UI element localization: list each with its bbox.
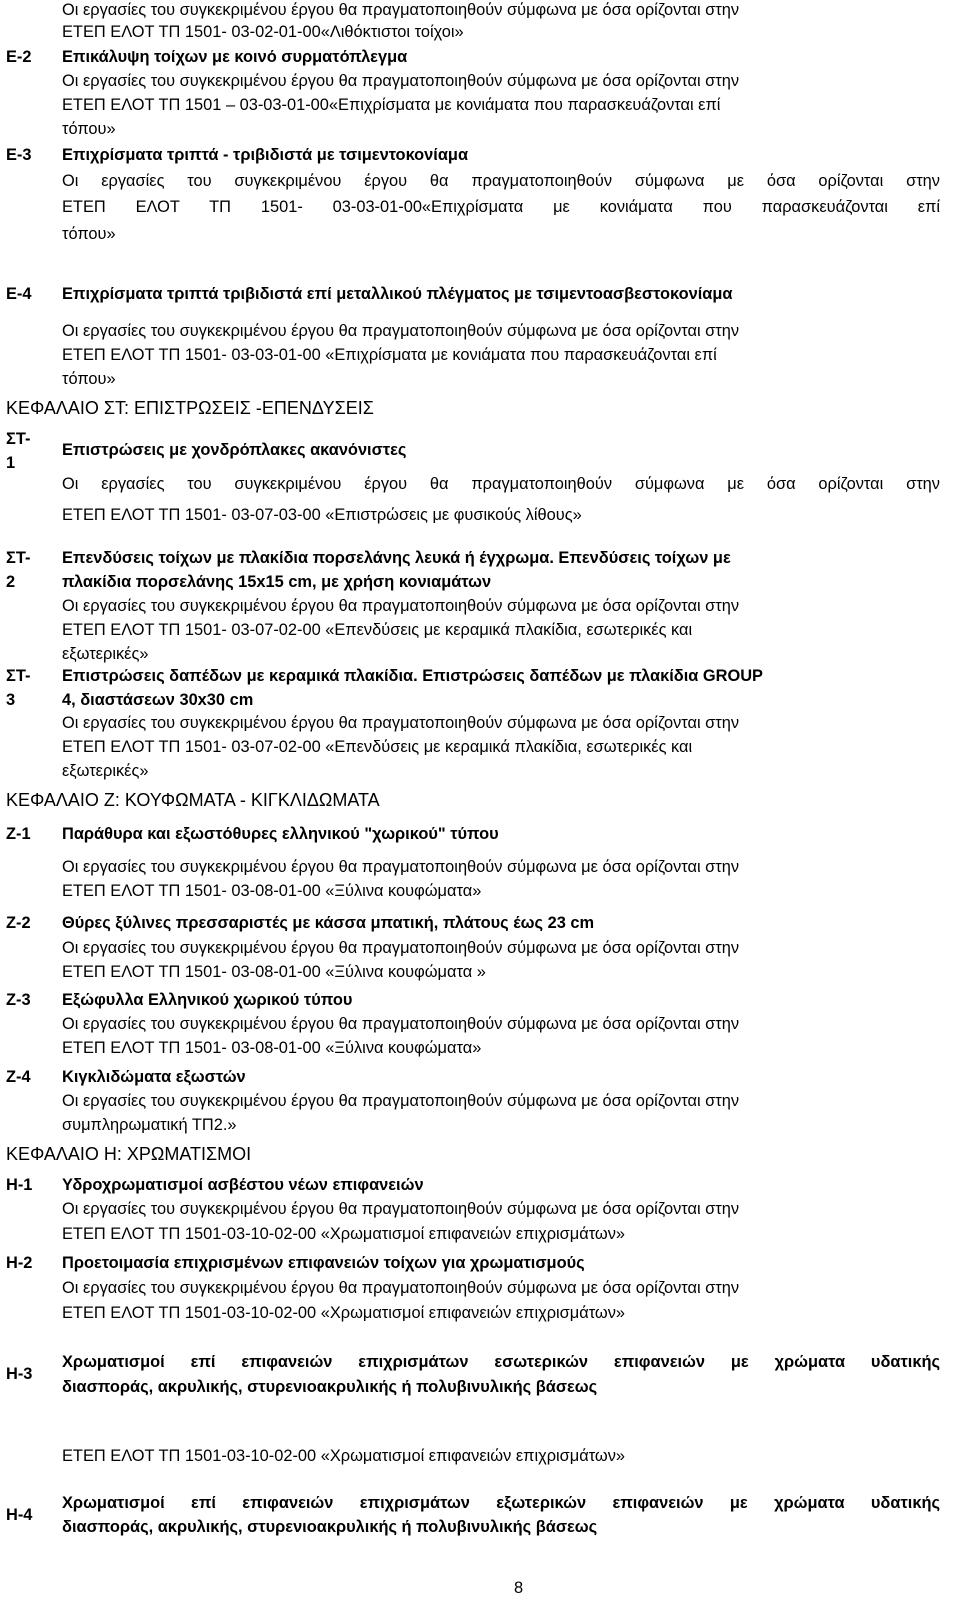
item-code: Ζ-3 bbox=[6, 991, 31, 1009]
body-line: ΕΤΕΠ ΕΛΟΤ ΤΠ 1501-03-10-02-00 «Χρωματισμοί επιφανειών επιχρισμάτων» bbox=[62, 1304, 626, 1322]
body-line: Οι εργασίες του συγκεκριμένου έργου θα πραγματοποιηθούν σύμφωνα με όσα ορίζονται στην bbox=[62, 597, 740, 615]
item-code: Ε-4 bbox=[6, 285, 32, 303]
body-line: ΕΤΕΠ ΕΛΟΤ ΤΠ 1501- 03-08-01-00 «Ξύλινα κουφώματα » bbox=[62, 963, 486, 981]
item-code: Ζ-2 bbox=[6, 914, 31, 932]
item-title: 4, διαστάσεων 30x30 cm bbox=[62, 691, 254, 709]
item-code: Η-3 bbox=[6, 1365, 33, 1383]
item-title: πλακίδια πορσελάνης 15x15 cm, με χρήση κονιαμάτων bbox=[62, 573, 492, 591]
body-line: ΕΤΕΠ ΕΛΟΤ ΤΠ 1501- 03-07-02-00 «Επενδύσεις με κεραμικά πλακίδια, εσωτερικές και bbox=[62, 738, 693, 756]
body-line: Οι εργασίες του συγκεκριμένου έργου θα πραγματοποιηθούν σύμφωνα με όσα ορίζονται στην bbox=[62, 1200, 740, 1218]
item-title: Υδροχρωματισμοί ασβέστου νέων επιφανειών bbox=[62, 1176, 424, 1194]
body-line: Οι εργασίες του συγκεκριμένου έργου θα πραγματοποιηθούν σύμφωνα με όσα ορίζονται στην bbox=[62, 72, 740, 90]
item-code: ΣΤ- bbox=[6, 430, 31, 448]
body-line: ΕΤΕΠ ΕΛΟΤ ΤΠ 1501- 03-03-01-00 «Επιχρίσματα με κονιάματα που παρασκευάζονται επί bbox=[62, 346, 717, 364]
body-line: Οι εργασίες του συγκεκριμένου έργου θα πραγματοποιηθούν σύμφωνα με όσα ορίζονται στην bbox=[62, 858, 740, 876]
body-line: Οι εργασίες του συγκεκριμένου έργου θα πραγματοποιηθούν σύμφωνα με όσα ορίζονται στην bbox=[62, 322, 740, 340]
item-title: Θύρες ξύλινες πρεσσαριστές με κάσσα μπατική, πλάτους έως 23 cm bbox=[62, 914, 595, 932]
item-title: Εξώφυλλα Ελληνικού χωρικού τύπου bbox=[62, 991, 353, 1009]
item-code: 2 bbox=[6, 573, 16, 591]
body-line: ΕΤΕΠ ΕΛΟΤ ΤΠ 1501- 03-03-01-00«Επιχρίσματα με κονιάματα που παρασκευάζονται επί bbox=[62, 198, 940, 216]
body-line: Οι εργασίες του συγκεκριμένου έργου θα πραγματοποιηθούν σύμφωνα με όσα ορίζονται στην bbox=[62, 714, 740, 732]
item-code: 3 bbox=[6, 691, 16, 709]
body-line: ΕΤΕΠ ΕΛΟΤ ΤΠ 1501- 03-08-01-00 «Ξύλινα κουφώματα» bbox=[62, 882, 482, 900]
item-code: 1 bbox=[6, 454, 16, 472]
item-title: Προετοιμασία επιχρισμένων επιφανειών τοίχων για χρωματισμούς bbox=[62, 1254, 585, 1272]
item-title: Κιγκλιδώματα εξωστών bbox=[62, 1068, 246, 1086]
body-line: ΕΤΕΠ ΕΛΟΤ ΤΠ 1501-03-10-02-00 «Χρωματισμοί επιφανειών επιχρισμάτων» bbox=[62, 1225, 626, 1243]
body-line: ΕΤΕΠ ΕΛΟΤ ΤΠ 1501- 03-08-01-00 «Ξύλινα κουφώματα» bbox=[62, 1039, 482, 1057]
body-line: Οι εργασίες του συγκεκριμένου έργου θα πραγματοποιηθούν σύμφωνα με όσα ορίζονται στην bbox=[62, 939, 740, 957]
item-code: Ζ-1 bbox=[6, 825, 31, 843]
item-title: Παράθυρα και εξωστόθυρες ελληνικού "χωρικού" τύπου bbox=[62, 825, 499, 843]
body-line: ΕΤΕΠ ΕΛΟΤ ΤΠ 1501- 03-07-03-00 «Επιστρώσεις με φυσικούς λίθους» bbox=[62, 506, 582, 524]
item-title: Επιστρώσεις δαπέδων με κεραμικά πλακίδια. Επιστρώσεις δαπέδων με πλακίδια GROUP bbox=[62, 667, 763, 685]
page-number: 8 bbox=[514, 1579, 524, 1597]
item-code: Ε-3 bbox=[6, 146, 32, 164]
item-code: Η-4 bbox=[6, 1506, 33, 1524]
body-line: συμπληρωματική ΤΠ2.» bbox=[62, 1116, 237, 1134]
body-line: τόπου» bbox=[62, 120, 116, 138]
body-line: εξωτερικές» bbox=[62, 645, 149, 663]
body-line: τόπου» bbox=[62, 225, 116, 243]
item-title: Χρωματισμοί επί επιφανειών επιχρισμάτων εξωτερικών επιφανειών με χρώματα υδατικής bbox=[62, 1494, 940, 1512]
body-line: εξωτερικές» bbox=[62, 762, 149, 780]
chapter-heading: ΚΕΦΑΛΑΙΟ ΣΤ: ΕΠΙΣΤΡΩΣΕΙΣ -ΕΠΕΝΔΥΣΕΙΣ bbox=[6, 398, 374, 418]
body-line: Οι εργασίες του συγκεκριμένου έργου θα πραγματοποιηθούν σύμφωνα με όσα ορίζονται στην bbox=[62, 1092, 740, 1110]
body-line: Οι εργασίες του συγκεκριμένου έργου θα πραγματοποιηθούν σύμφωνα με όσα ορίζονται στην bbox=[62, 1015, 740, 1033]
item-code: ΣΤ- bbox=[6, 667, 31, 685]
body-line: Οι εργασίες του συγκεκριμένου έργου θα πραγματοποιηθούν σύμφωνα με όσα ορίζονται στην bbox=[62, 172, 940, 190]
body-line: ΕΤΕΠ ΕΛΟΤ ΤΠ 1501 – 03-03-01-00«Επιχρίσματα με κονιάματα που παρασκευάζονται επί bbox=[62, 96, 721, 114]
item-title: Επιχρίσματα τριπτά τριβιδιστά επί μεταλλικού πλέγματος με τσιμεντοασβεστοκονίαμα bbox=[62, 285, 733, 303]
item-title: Χρωματισμοί επί επιφανειών επιχρισμάτων εσωτερικών επιφανειών με χρώματα υδατικής bbox=[62, 1353, 940, 1371]
item-code: ΣΤ- bbox=[6, 549, 31, 567]
chapter-heading: ΚΕΦΑΛΑΙΟ Η: ΧΡΩΜΑΤΙΣΜΟΙ bbox=[6, 1144, 252, 1164]
chapter-heading: ΚΕΦΑΛΑΙΟ Ζ: ΚΟΥΦΩΜΑΤΑ - ΚΙΓΚΛΙΔΩΜΑΤΑ bbox=[6, 790, 380, 810]
item-title: Επιστρώσεις με χονδρόπλακες ακανόνιστες bbox=[62, 441, 407, 459]
body-line: ΕΤΕΠ ΕΛΟΤ ΤΠ 1501- 03-02-01-00«Λιθόκτιστοι τοίχοι» bbox=[62, 23, 464, 41]
body-line: Οι εργασίες του συγκεκριμένου έργου θα πραγματοποιηθούν σύμφωνα με όσα ορίζονται στην bbox=[62, 1279, 740, 1297]
item-code: Η-1 bbox=[6, 1176, 33, 1194]
item-code: Ζ-4 bbox=[6, 1068, 31, 1086]
body-line: τόπου» bbox=[62, 370, 116, 388]
item-title: Επιχρίσματα τριπτά - τριβιδιστά με τσιμεντοκονίαμα bbox=[62, 146, 469, 164]
item-title: διασποράς, ακρυλικής, στυρενιοακρυλικής ή πολυβινυλικής βάσεως bbox=[62, 1518, 598, 1536]
body-line: Οι εργασίες του συγκεκριμένου έργου θα πραγματοποιηθούν σύμφωνα με όσα ορίζονται στην bbox=[62, 475, 940, 493]
item-title: Επενδύσεις τοίχων με πλακίδια πορσελάνης λευκά ή έγχρωμα. Επενδύσεις τοίχων με bbox=[62, 549, 731, 567]
body-line: ΕΤΕΠ ΕΛΟΤ ΤΠ 1501-03-10-02-00 «Χρωματισμοί επιφανειών επιχρισμάτων» bbox=[62, 1447, 626, 1465]
body-line: ΕΤΕΠ ΕΛΟΤ ΤΠ 1501- 03-07-02-00 «Επενδύσεις με κεραμικά πλακίδια, εσωτερικές και bbox=[62, 621, 693, 639]
item-title: διασποράς, ακρυλικής, στυρενιοακρυλικής ή πολυβινυλικής βάσεως bbox=[62, 1378, 598, 1396]
item-code: Ε-2 bbox=[6, 48, 32, 66]
body-line: Οι εργασίες του συγκεκριμένου έργου θα πραγματοποιηθούν σύμφωνα με όσα ορίζονται στην bbox=[62, 1, 740, 19]
item-code: Η-2 bbox=[6, 1254, 33, 1272]
item-title: Επικάλυψη τοίχων με κοινό συρματόπλεγμα bbox=[62, 48, 408, 66]
